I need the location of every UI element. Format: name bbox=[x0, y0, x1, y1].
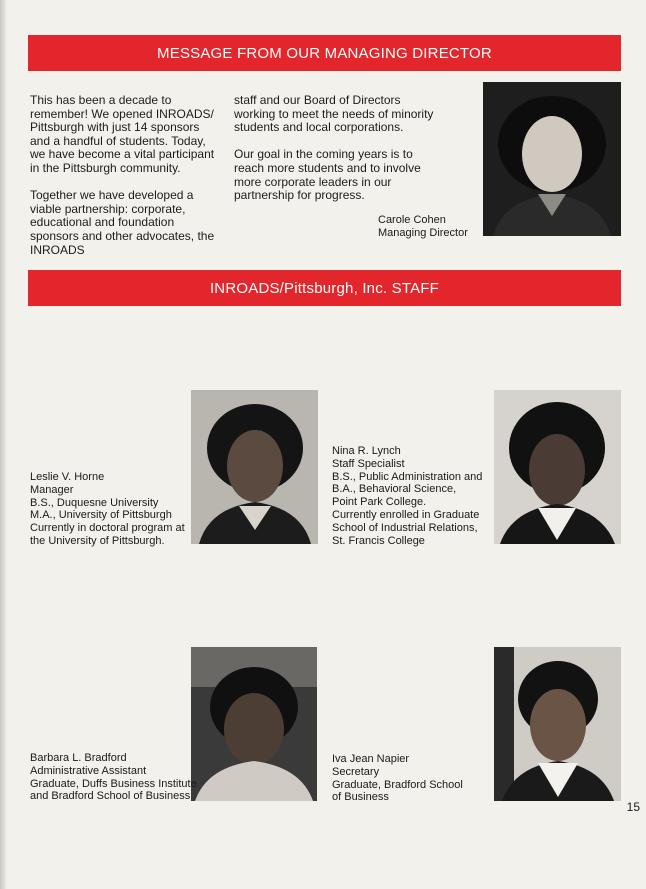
caption-line: Barbara L. Bradford bbox=[30, 752, 127, 764]
page-number: 15 bbox=[626, 800, 640, 814]
caption-line: Staff Specialist bbox=[332, 457, 405, 470]
caption-line: M.A., University of Pittsburgh bbox=[30, 509, 172, 522]
caption-line: School of Industrial Relations, bbox=[332, 521, 478, 534]
caption-line: the University of Pittsburgh. bbox=[30, 534, 165, 547]
caption-line: Point Park College. bbox=[332, 496, 427, 509]
signature bbox=[378, 214, 468, 240]
director-photo bbox=[483, 82, 621, 236]
signature-title: Managing Director bbox=[378, 227, 468, 239]
director-message-title: MESSAGE FROM OUR MANAGING DIRECTOR bbox=[157, 44, 492, 62]
caption-line: B.S., Public Administration and bbox=[332, 470, 483, 483]
caption-line: Secretary bbox=[332, 765, 380, 778]
caption-line: Graduate, Duffs Business Institute bbox=[30, 777, 197, 790]
caption-line: of Business bbox=[332, 791, 389, 804]
caption-line: Iva Jean Napier bbox=[332, 753, 410, 765]
staff-photo-bradford bbox=[191, 647, 317, 801]
staff-photo-horne bbox=[191, 390, 318, 544]
staff-caption-napier bbox=[332, 753, 463, 804]
message-paragraph: staff and our Board of Directors working to meet the needs of minority students and local corporations. bbox=[234, 93, 434, 135]
caption-line: Graduate, Bradford School bbox=[332, 778, 463, 791]
page-edge bbox=[0, 0, 6, 889]
caption-line: B.S., Duquesne University bbox=[30, 496, 159, 509]
caption-line: and Bradford School of Business bbox=[30, 790, 191, 803]
staff-photo-napier bbox=[494, 647, 621, 801]
message-paragraph: Together we have developed a viable partnership: corporate, educational and foundation sponsors and other advocates, the INROADS bbox=[30, 188, 215, 257]
staff-title: INROADS/Pittsburgh, Inc. STAFF bbox=[209, 279, 440, 297]
caption-line: Nina R. Lynch bbox=[332, 445, 401, 457]
director-message-banner bbox=[28, 35, 621, 71]
message-column-2 bbox=[234, 94, 434, 216]
message-paragraph: Our goal in the coming years is to reach more students and to involve more corporate leaders in our partnership for progress. bbox=[234, 147, 421, 203]
caption-line: Currently enrolled in Graduate bbox=[332, 508, 480, 521]
staff-caption-bradford bbox=[30, 752, 197, 803]
caption-line: Currently in doctoral program at bbox=[30, 522, 185, 535]
staff-caption-horne bbox=[30, 471, 185, 548]
signature-name: Carole Cohen bbox=[378, 214, 446, 226]
caption-line: Leslie V. Horne bbox=[30, 471, 105, 483]
message-column-1 bbox=[30, 94, 222, 271]
staff-banner bbox=[28, 270, 621, 306]
staff-caption-lynch bbox=[332, 445, 482, 547]
message-paragraph: This has been a decade to remember! We opened INROADS/ Pittsburgh with just 14 sponsors and a handful of students. Today, we have become a vital participant in the Pittsburgh community. bbox=[30, 93, 215, 175]
caption-line: St. Francis College bbox=[332, 534, 425, 547]
caption-line: Administrative Assistant bbox=[30, 764, 147, 777]
caption-line: Manager bbox=[30, 483, 74, 496]
caption-line: B.A., Behavioral Science, bbox=[332, 483, 457, 496]
staff-photo-lynch bbox=[494, 390, 621, 544]
